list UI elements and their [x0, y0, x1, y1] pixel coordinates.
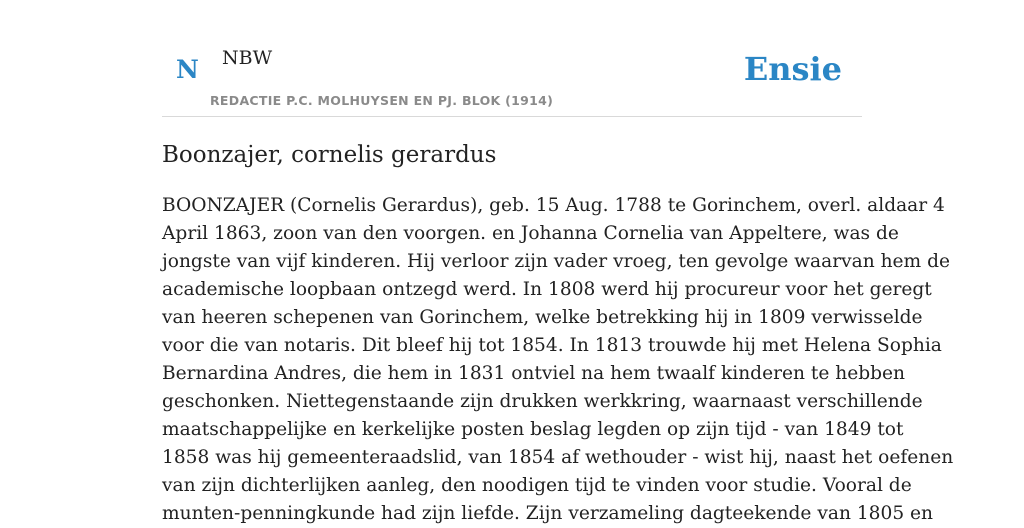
article-text-line: BOONZAJER (Cornelis Gerardus), geb. 15 Aug. 1788 te Gorinchem, overl. aldaar 4	[162, 195, 945, 216]
source-header	[162, 0, 862, 117]
article-text-line: 1858 was hij gemeenteraadslid, van 1854 af wethouder - wist hij, naast het oefenen	[162, 447, 954, 468]
article-text-line: van heeren schepenen van Gorinchem, welke betrekking hij in 1809 verwisselde	[162, 307, 923, 328]
article-text-line: voor die van notaris. Dit bleef hij tot 1854. In 1813 trouwde hij met Helena Sophia	[162, 335, 942, 356]
source-subtitle: REDACTIE P.C. MOLHUYSEN EN PJ. BLOK (1914)	[210, 93, 554, 108]
source-name-link[interactable]: NBW	[222, 47, 273, 69]
article-text-line: April 1863, zoon van den voorgen. en Johanna Cornelia van Appeltere, was de	[162, 223, 899, 244]
article-title: Boonzajer, cornelis gerardus	[162, 142, 497, 168]
article-text-line: geschonken. Niettegenstaande zijn drukken werkkring, waarnaast verschillende	[162, 391, 923, 412]
ensie-logo-link[interactable]: Ensie	[743, 50, 842, 88]
article-text-line: jongste van vijf kinderen. Hij verloor zijn vader vroeg, ten gevolge waarvan hem de	[162, 251, 951, 272]
article-text-line: Bernardina Andres, die hem in 1831 ontviel na hem twaalf kinderen te hebben	[162, 363, 905, 384]
article-text-line: van zijn dichterlijken aanleg, den noodigen tijd te vinden voor studie. Vooral de	[162, 475, 912, 496]
article-text-line: munten-penningkunde had zijn liefde. Zijn verzameling dagteekende van 1805 en	[162, 503, 934, 524]
article-text-line: maatschappelijke en kerkelijke posten beslag legden op zijn tijd - van 1849 tot	[162, 419, 904, 440]
source-logo[interactable]: N	[176, 55, 199, 84]
article-text-line: academische loopbaan ontzegd werd. In 1808 werd hij procureur voor het geregt	[162, 279, 932, 300]
article-body	[162, 192, 954, 528]
